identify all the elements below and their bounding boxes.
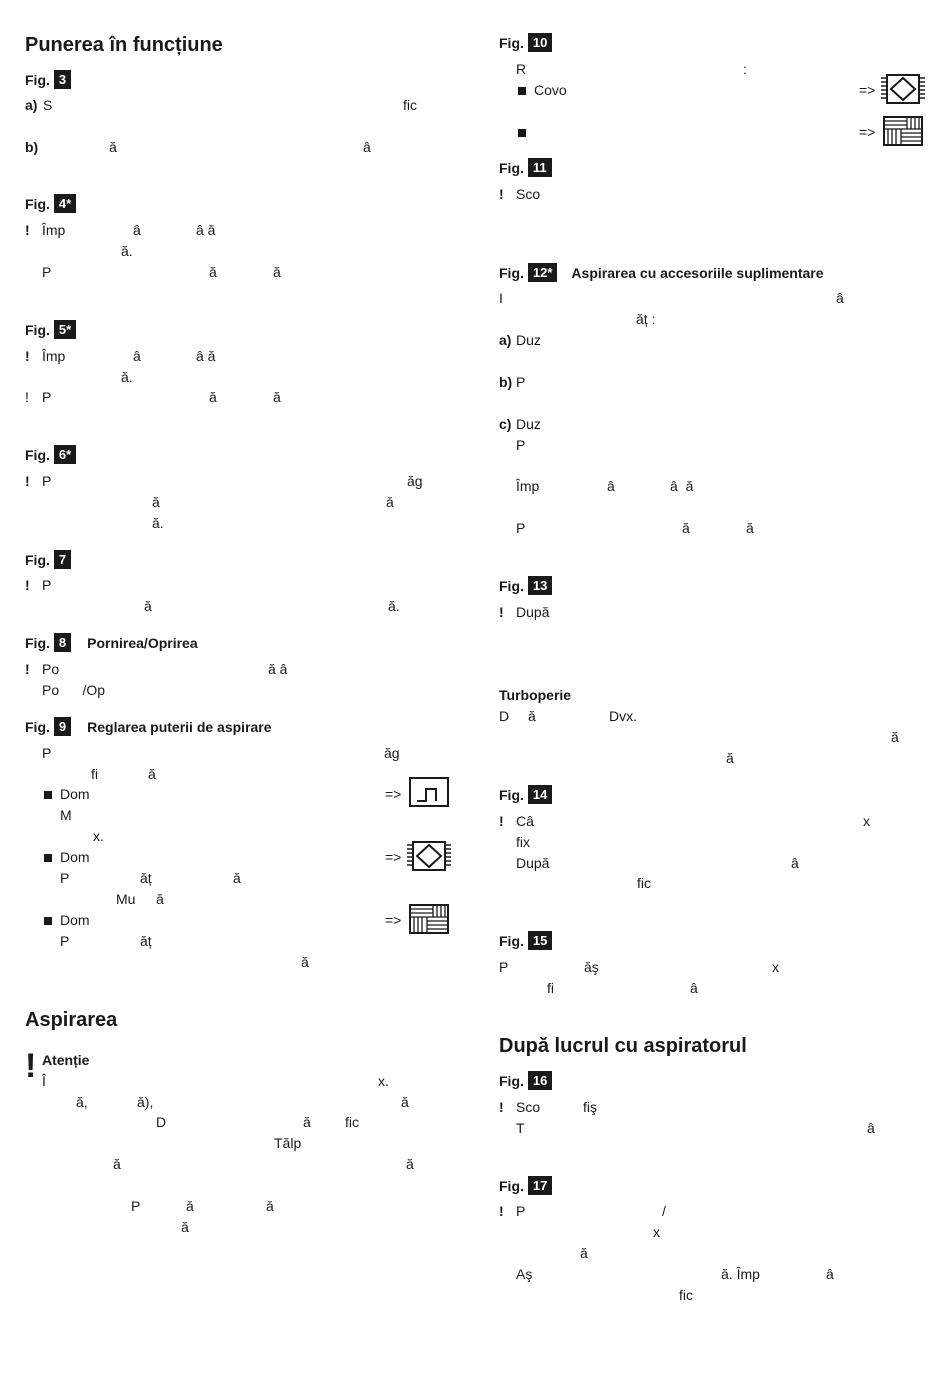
text: Dvx. xyxy=(609,708,637,724)
text: : xyxy=(743,61,747,77)
text: x. xyxy=(378,1073,389,1089)
fig-number: 16 xyxy=(528,1071,552,1090)
text: Aş xyxy=(516,1266,533,1282)
text: ă. xyxy=(121,243,133,259)
fig-3-label xyxy=(25,70,71,89)
heading-after-use: După lucrul cu aspiratorul xyxy=(499,1035,747,1057)
fig-word: Fig. xyxy=(25,321,50,338)
warning-mark: ! xyxy=(25,473,30,489)
fig-6-label xyxy=(25,445,76,464)
text: fi xyxy=(91,766,98,782)
text: ă â xyxy=(268,661,288,677)
text: ă xyxy=(528,708,536,724)
arrow: => xyxy=(859,124,876,140)
list-marker-a: a) xyxy=(499,332,512,348)
text: ă xyxy=(726,750,734,766)
text: P xyxy=(516,374,526,390)
fig-word: Fig. xyxy=(499,577,524,594)
fig-number: 6* xyxy=(54,445,76,464)
text: ă xyxy=(301,954,309,970)
fig-12-label xyxy=(499,263,824,282)
fig-8-label xyxy=(25,633,198,652)
text: x xyxy=(863,813,870,829)
text: ă xyxy=(273,389,281,405)
bullet-square xyxy=(518,80,526,100)
fig-number: 8 xyxy=(54,633,71,652)
section-title: Reglarea puterii de aspirare xyxy=(87,718,272,735)
text: P xyxy=(516,437,526,453)
text: P xyxy=(60,933,70,949)
text: R xyxy=(516,61,527,77)
fig-10-label xyxy=(499,33,552,52)
text: ă xyxy=(181,1219,189,1235)
text: P xyxy=(516,1203,526,1219)
text: P xyxy=(42,264,52,280)
arrow: => xyxy=(385,912,402,928)
attention-icon: ! xyxy=(25,1047,37,1085)
fig-16-label xyxy=(499,1071,552,1090)
list-marker-a: a) xyxy=(25,97,38,113)
text: ă xyxy=(266,1198,274,1214)
warning-mark: ! xyxy=(499,1099,504,1115)
text: Po /Op xyxy=(42,682,106,698)
text: P xyxy=(42,745,52,761)
fig-14-label xyxy=(499,785,552,804)
fig-number: 12* xyxy=(528,263,558,282)
fig-13-label xyxy=(499,576,552,595)
text: ă. xyxy=(388,598,400,614)
text: ă xyxy=(746,520,754,536)
text: x xyxy=(772,959,779,975)
text: fic xyxy=(403,97,417,113)
text: D xyxy=(499,708,510,724)
fig-word: Fig. xyxy=(499,1072,524,1089)
text: ă xyxy=(386,494,394,510)
text: I xyxy=(499,290,503,306)
text: P xyxy=(131,1198,141,1214)
section-title: Aspirarea cu accesoriile suplimentare xyxy=(571,264,824,281)
text: ă xyxy=(406,1156,414,1172)
text: â xyxy=(867,1120,875,1136)
text: ă xyxy=(156,891,164,907)
text: x xyxy=(653,1224,660,1240)
fig-word: Fig. xyxy=(25,195,50,212)
text: Dom xyxy=(60,786,90,802)
text: ă xyxy=(144,598,152,614)
fig-number: 17 xyxy=(528,1176,552,1195)
text: ă. Împ xyxy=(721,1266,760,1282)
text: P xyxy=(499,959,509,975)
text: P xyxy=(516,520,526,536)
text: Duz xyxy=(516,416,541,432)
text: ă xyxy=(401,1094,409,1110)
text: ăg xyxy=(384,745,400,761)
fig-number: 13 xyxy=(528,576,552,595)
upholstery-icon xyxy=(409,904,449,934)
text: fic xyxy=(679,1287,693,1303)
fig-number: 15 xyxy=(528,931,552,950)
text: / xyxy=(662,1203,666,1219)
fig-4-label xyxy=(25,194,76,213)
text: â xyxy=(791,855,799,871)
text: ă xyxy=(109,139,117,155)
heading-commissioning: Punerea în funcțiune xyxy=(25,34,223,56)
fig-word: Fig. xyxy=(499,932,524,949)
warning-mark: ! xyxy=(25,222,30,238)
text: fiş xyxy=(583,1099,597,1115)
text: Po xyxy=(42,661,60,677)
turbo-title: Turboperie xyxy=(499,687,572,703)
fig-9-label xyxy=(25,717,272,736)
fig-number: 14 xyxy=(528,785,552,804)
fig-word: Fig. xyxy=(25,71,50,88)
text: Dom xyxy=(60,912,90,928)
text: Împ xyxy=(42,222,66,238)
warning-mark: ! xyxy=(499,813,504,829)
fig-15-label xyxy=(499,931,552,950)
fig-5-label xyxy=(25,320,76,339)
text: ă, xyxy=(76,1094,88,1110)
carpet-icon xyxy=(407,841,451,871)
text: Tălp xyxy=(274,1135,302,1151)
text: Câ xyxy=(516,813,534,829)
text: ăş xyxy=(584,959,599,975)
fig-17-label xyxy=(499,1176,552,1195)
text: â ă xyxy=(670,478,694,494)
text: După xyxy=(516,855,550,871)
text: P xyxy=(42,577,52,593)
bullet-square xyxy=(44,910,52,930)
text: fi xyxy=(547,980,554,996)
section-title: Pornirea/Oprirea xyxy=(87,634,198,651)
text: fic xyxy=(637,875,651,891)
fig-7-label xyxy=(25,550,71,569)
text: â xyxy=(690,980,698,996)
text: Dom xyxy=(60,849,90,865)
fig-number: 9 xyxy=(54,717,71,736)
carpet-icon xyxy=(881,74,925,104)
text: ă xyxy=(209,264,217,280)
text: ă. xyxy=(121,369,133,385)
list-marker-b: b) xyxy=(25,139,39,155)
hard-floor-icon xyxy=(409,777,449,807)
fig-number: 11 xyxy=(528,158,552,177)
text: Împ xyxy=(42,348,66,364)
fig-word: Fig. xyxy=(499,264,524,281)
bullet-square xyxy=(44,784,52,804)
fig-number: 7 xyxy=(54,550,71,569)
text: S xyxy=(43,97,53,113)
text: â xyxy=(607,478,615,494)
warning-mark: ! xyxy=(499,604,504,620)
warning-mark: ! xyxy=(25,348,30,364)
text: Sco xyxy=(516,1099,541,1115)
text: M xyxy=(60,807,72,823)
fig-word: Fig. xyxy=(25,551,50,568)
attention-title: Atenție xyxy=(42,1052,90,1068)
text: ă xyxy=(303,1114,311,1130)
text: T xyxy=(516,1120,525,1136)
fig-word: Fig. xyxy=(499,1177,524,1194)
text: â xyxy=(133,222,141,238)
fig-word: Fig. xyxy=(25,718,50,735)
text: â xyxy=(363,139,371,155)
text: D xyxy=(156,1114,167,1130)
fig-number: 10 xyxy=(528,33,552,52)
text: â xyxy=(836,290,844,306)
fig-number: 4* xyxy=(54,194,76,213)
text: ă xyxy=(273,264,281,280)
bullet-square xyxy=(518,122,526,142)
text: P xyxy=(42,473,52,489)
fig-word: Fig. xyxy=(499,159,524,176)
text: ăg xyxy=(407,473,423,489)
text: ă xyxy=(113,1156,121,1172)
text: ăț xyxy=(140,870,152,886)
text: ă. xyxy=(152,515,164,531)
upholstery-icon xyxy=(883,116,923,146)
text: P xyxy=(60,870,70,886)
text: â ă xyxy=(196,222,216,238)
warning-mark: ! xyxy=(25,389,29,405)
fig-word: Fig. xyxy=(25,446,50,463)
fig-word: Fig. xyxy=(25,634,50,651)
heading-vacuuming: Aspirarea xyxy=(25,1009,118,1031)
text: â ă xyxy=(196,348,216,364)
text: ăț : xyxy=(636,311,656,327)
fig-word: Fig. xyxy=(499,786,524,803)
text: ă xyxy=(152,494,160,510)
warning-mark: ! xyxy=(499,186,504,202)
arrow: => xyxy=(859,82,876,98)
text: fix xyxy=(516,834,530,850)
text: x. xyxy=(93,828,104,844)
text: ă xyxy=(148,766,156,782)
text: ă xyxy=(233,870,241,886)
text: După xyxy=(516,604,550,620)
text: Î xyxy=(42,1073,46,1089)
fig-number: 5* xyxy=(54,320,76,339)
text: Mu xyxy=(116,891,136,907)
bullet-square xyxy=(44,847,52,867)
arrow: => xyxy=(385,786,402,802)
warning-mark: ! xyxy=(499,1203,504,1219)
list-marker-b: b) xyxy=(499,374,513,390)
text: Împ xyxy=(516,478,540,494)
text: ă xyxy=(682,520,690,536)
warning-mark: ! xyxy=(25,577,30,593)
text: fic xyxy=(345,1114,359,1130)
arrow: => xyxy=(385,849,402,865)
text: Sco xyxy=(516,186,541,202)
text: ăț xyxy=(140,933,152,949)
text: ă xyxy=(209,389,217,405)
fig-number: 3 xyxy=(54,70,71,89)
text: ă xyxy=(891,729,899,745)
list-marker-c: c) xyxy=(499,416,512,432)
text: â xyxy=(133,348,141,364)
text: P xyxy=(42,389,52,405)
fig-word: Fig. xyxy=(499,34,524,51)
text: ă xyxy=(580,1245,588,1261)
text: Covo xyxy=(534,82,567,98)
text: Duz xyxy=(516,332,541,348)
text: ă), xyxy=(137,1094,154,1110)
warning-mark: ! xyxy=(25,661,30,677)
text: ă xyxy=(186,1198,194,1214)
text: â xyxy=(826,1266,834,1282)
fig-11-label xyxy=(499,158,552,177)
